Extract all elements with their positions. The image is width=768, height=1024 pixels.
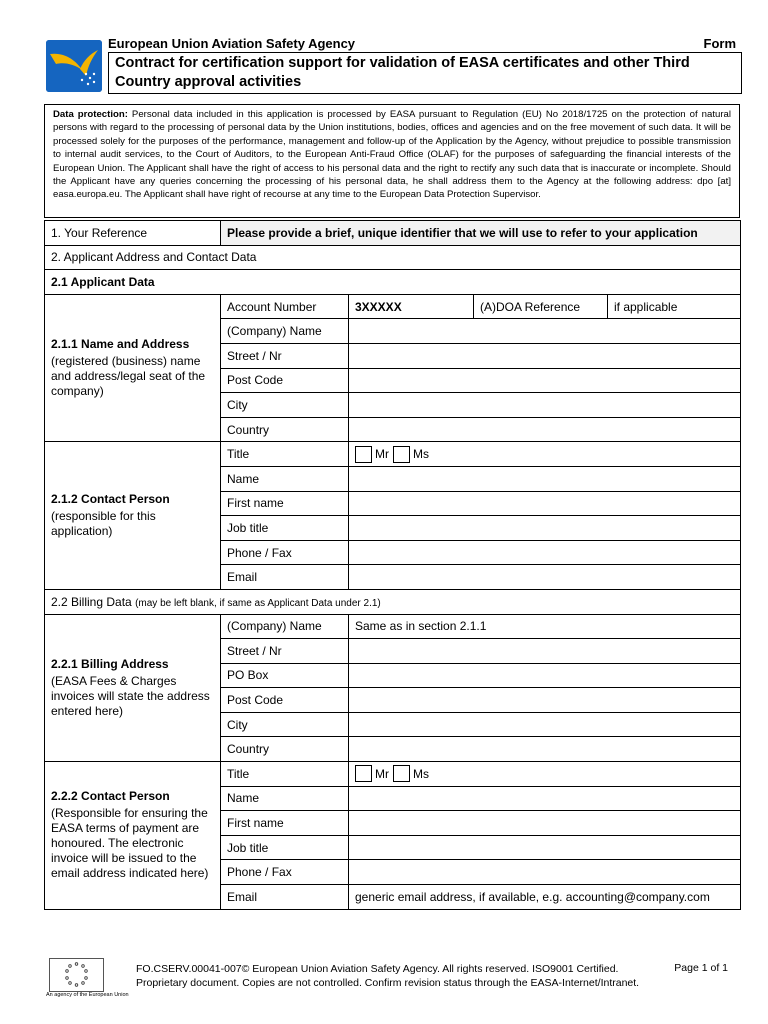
billing-address-group (45, 614, 221, 762)
page-number: Page 1 of 1 (674, 962, 728, 974)
job-title-input[interactable] (349, 516, 741, 541)
footer-line-2: Proprietary document. Copies are not controlled. Confirm revision status through the EASA-Internet/Intranet. (136, 977, 640, 989)
billing-contact-group (45, 762, 221, 910)
section-2-1-label: 2.1 Applicant Data (45, 270, 741, 295)
billing-job-title-input[interactable] (349, 835, 741, 860)
ms-label: Ms (413, 447, 429, 462)
billing-ms-checkbox[interactable] (393, 765, 410, 782)
field-label: Account Number (221, 294, 349, 319)
mr-label: Mr (375, 447, 389, 462)
field-label: Country (221, 417, 349, 442)
field-label: Title (221, 442, 349, 467)
easa-bird-logo-icon (46, 40, 102, 92)
group-desc: (responsible for this application) (51, 509, 156, 539)
group-desc: (registered (business) name and address/legal seat of the company) (51, 354, 206, 399)
street-input[interactable] (349, 343, 741, 368)
field-label: (Company) Name (221, 614, 349, 639)
field-label: Name (221, 786, 349, 811)
section-2-2-label: 2.2 Billing Data (51, 594, 132, 609)
data-protection-text: Personal data included in this application is processed by EASA pursuant to Regulation (EU) No 2018/1725 on the protection of natural persons with regard to the processing of personal data by the Union institutions, bodies, offices and agencies and on the free movement of such data. It will be processed solely for the purposes of the performance, management and follow-up of the Application by the Agency, without prejudice to possible transmission to internal audit services, to the Court of Auditors, to the European Anti-Fraud Office (OLAF) for the purposes of safeguarding the financial interests of the European Union. The Applicant shall have the right of access to his personal data and the right to rectify any such data that is inaccurate or incomplete. Should the Applicant have any queries concerning the processing of his personal data, he shall address them to the Agency at the following address: dpo [at] easa.europa.eu. The Applicant shall have right of recourse at any time to the European Data Protection Supervisor. (53, 109, 731, 201)
agency-name: European Union Aviation Safety Agency (108, 36, 356, 51)
field-label: Post Code (221, 368, 349, 393)
field-label: Phone / Fax (221, 540, 349, 565)
data-protection-label: Data protection: (53, 109, 128, 120)
your-reference-input[interactable]: Please provide a brief, unique identifier that we will use to refer to your application (221, 221, 741, 246)
billing-first-name-input[interactable] (349, 811, 741, 836)
field-label: (Company) Name (221, 319, 349, 344)
field-label: City (221, 712, 349, 737)
billing-mr-checkbox[interactable] (355, 765, 372, 782)
group-title: 2.2.1 Billing Address (51, 656, 169, 671)
field-label: Job title (221, 516, 349, 541)
eu-flag-icon (49, 958, 104, 992)
city-input[interactable] (349, 393, 741, 418)
group-title: 2.1.1 Name and Address (51, 337, 190, 352)
form-label: Form (703, 36, 736, 51)
field-label: Street / Nr (221, 639, 349, 664)
field-label: Country (221, 737, 349, 762)
ms-checkbox[interactable] (393, 446, 410, 463)
footer-text (136, 962, 639, 990)
mr-checkbox[interactable] (355, 446, 372, 463)
group-desc: (EASA Fees & Charges invoices will state the address entered here) (51, 673, 210, 718)
mr-label: Mr (375, 766, 389, 781)
field-label: PO Box (221, 663, 349, 688)
name-input[interactable] (349, 466, 741, 491)
billing-email-input[interactable]: generic email address, if available, e.g. accounting@company.com (349, 885, 741, 910)
form-header (46, 36, 742, 94)
field-label: Name (221, 466, 349, 491)
ms-label: Ms (413, 766, 429, 781)
application-form-table (44, 220, 741, 910)
field-label: Job title (221, 835, 349, 860)
contact-person-group (45, 442, 221, 590)
post-code-input[interactable] (349, 368, 741, 393)
form-title: Contract for certification support for validation of EASA certificates and other Third Country approval activities (108, 52, 742, 94)
field-label: Title (221, 762, 349, 787)
field-label: Email (221, 885, 349, 910)
field-label: City (221, 393, 349, 418)
field-label: First name (221, 491, 349, 516)
field-label: Phone / Fax (221, 860, 349, 885)
billing-country-input[interactable] (349, 737, 741, 762)
name-address-group (45, 294, 221, 442)
email-input[interactable] (349, 565, 741, 590)
eu-caption: An agency of the European Union (46, 992, 129, 998)
group-desc: (Responsible for ensuring the EASA terms of payment are honoured. The electronic invoice will be issued to the email address indicated here) (51, 806, 209, 881)
group-title: 2.2.2 Contact Person (51, 789, 170, 804)
billing-phone-fax-input[interactable] (349, 860, 741, 885)
group-title: 2.1.2 Contact Person (51, 492, 170, 507)
section-1-label: 1. Your Reference (45, 221, 221, 246)
section-2-2-note: (may be left blank, if same as Applicant Data under 2.1) (135, 597, 381, 609)
billing-company-name-input[interactable]: Same as in section 2.1.1 (349, 614, 741, 639)
billing-title-selector (349, 762, 741, 787)
footer-line-1: FO.CSERV.00041-007© European Union Aviation Safety Agency. All rights reserved. ISO9001 Certified. (136, 963, 619, 975)
section-2-2-header (45, 589, 741, 614)
data-protection-notice (44, 104, 740, 218)
phone-fax-input[interactable] (349, 540, 741, 565)
field-label: Post Code (221, 688, 349, 713)
field-label: Street / Nr (221, 343, 349, 368)
first-name-input[interactable] (349, 491, 741, 516)
adoa-reference-input[interactable]: if applicable (608, 294, 741, 319)
billing-street-input[interactable] (349, 639, 741, 664)
field-label: (A)DOA Reference (474, 294, 608, 319)
title-selector (349, 442, 741, 467)
billing-city-input[interactable] (349, 712, 741, 737)
billing-po-box-input[interactable] (349, 663, 741, 688)
billing-post-code-input[interactable] (349, 688, 741, 713)
billing-name-input[interactable] (349, 786, 741, 811)
section-2-label: 2. Applicant Address and Contact Data (45, 245, 741, 270)
field-label: First name (221, 811, 349, 836)
country-input[interactable] (349, 417, 741, 442)
account-number-input[interactable]: 3XXXXX (349, 294, 474, 319)
page-footer (46, 958, 742, 1002)
field-label: Email (221, 565, 349, 590)
company-name-input[interactable] (349, 319, 741, 344)
